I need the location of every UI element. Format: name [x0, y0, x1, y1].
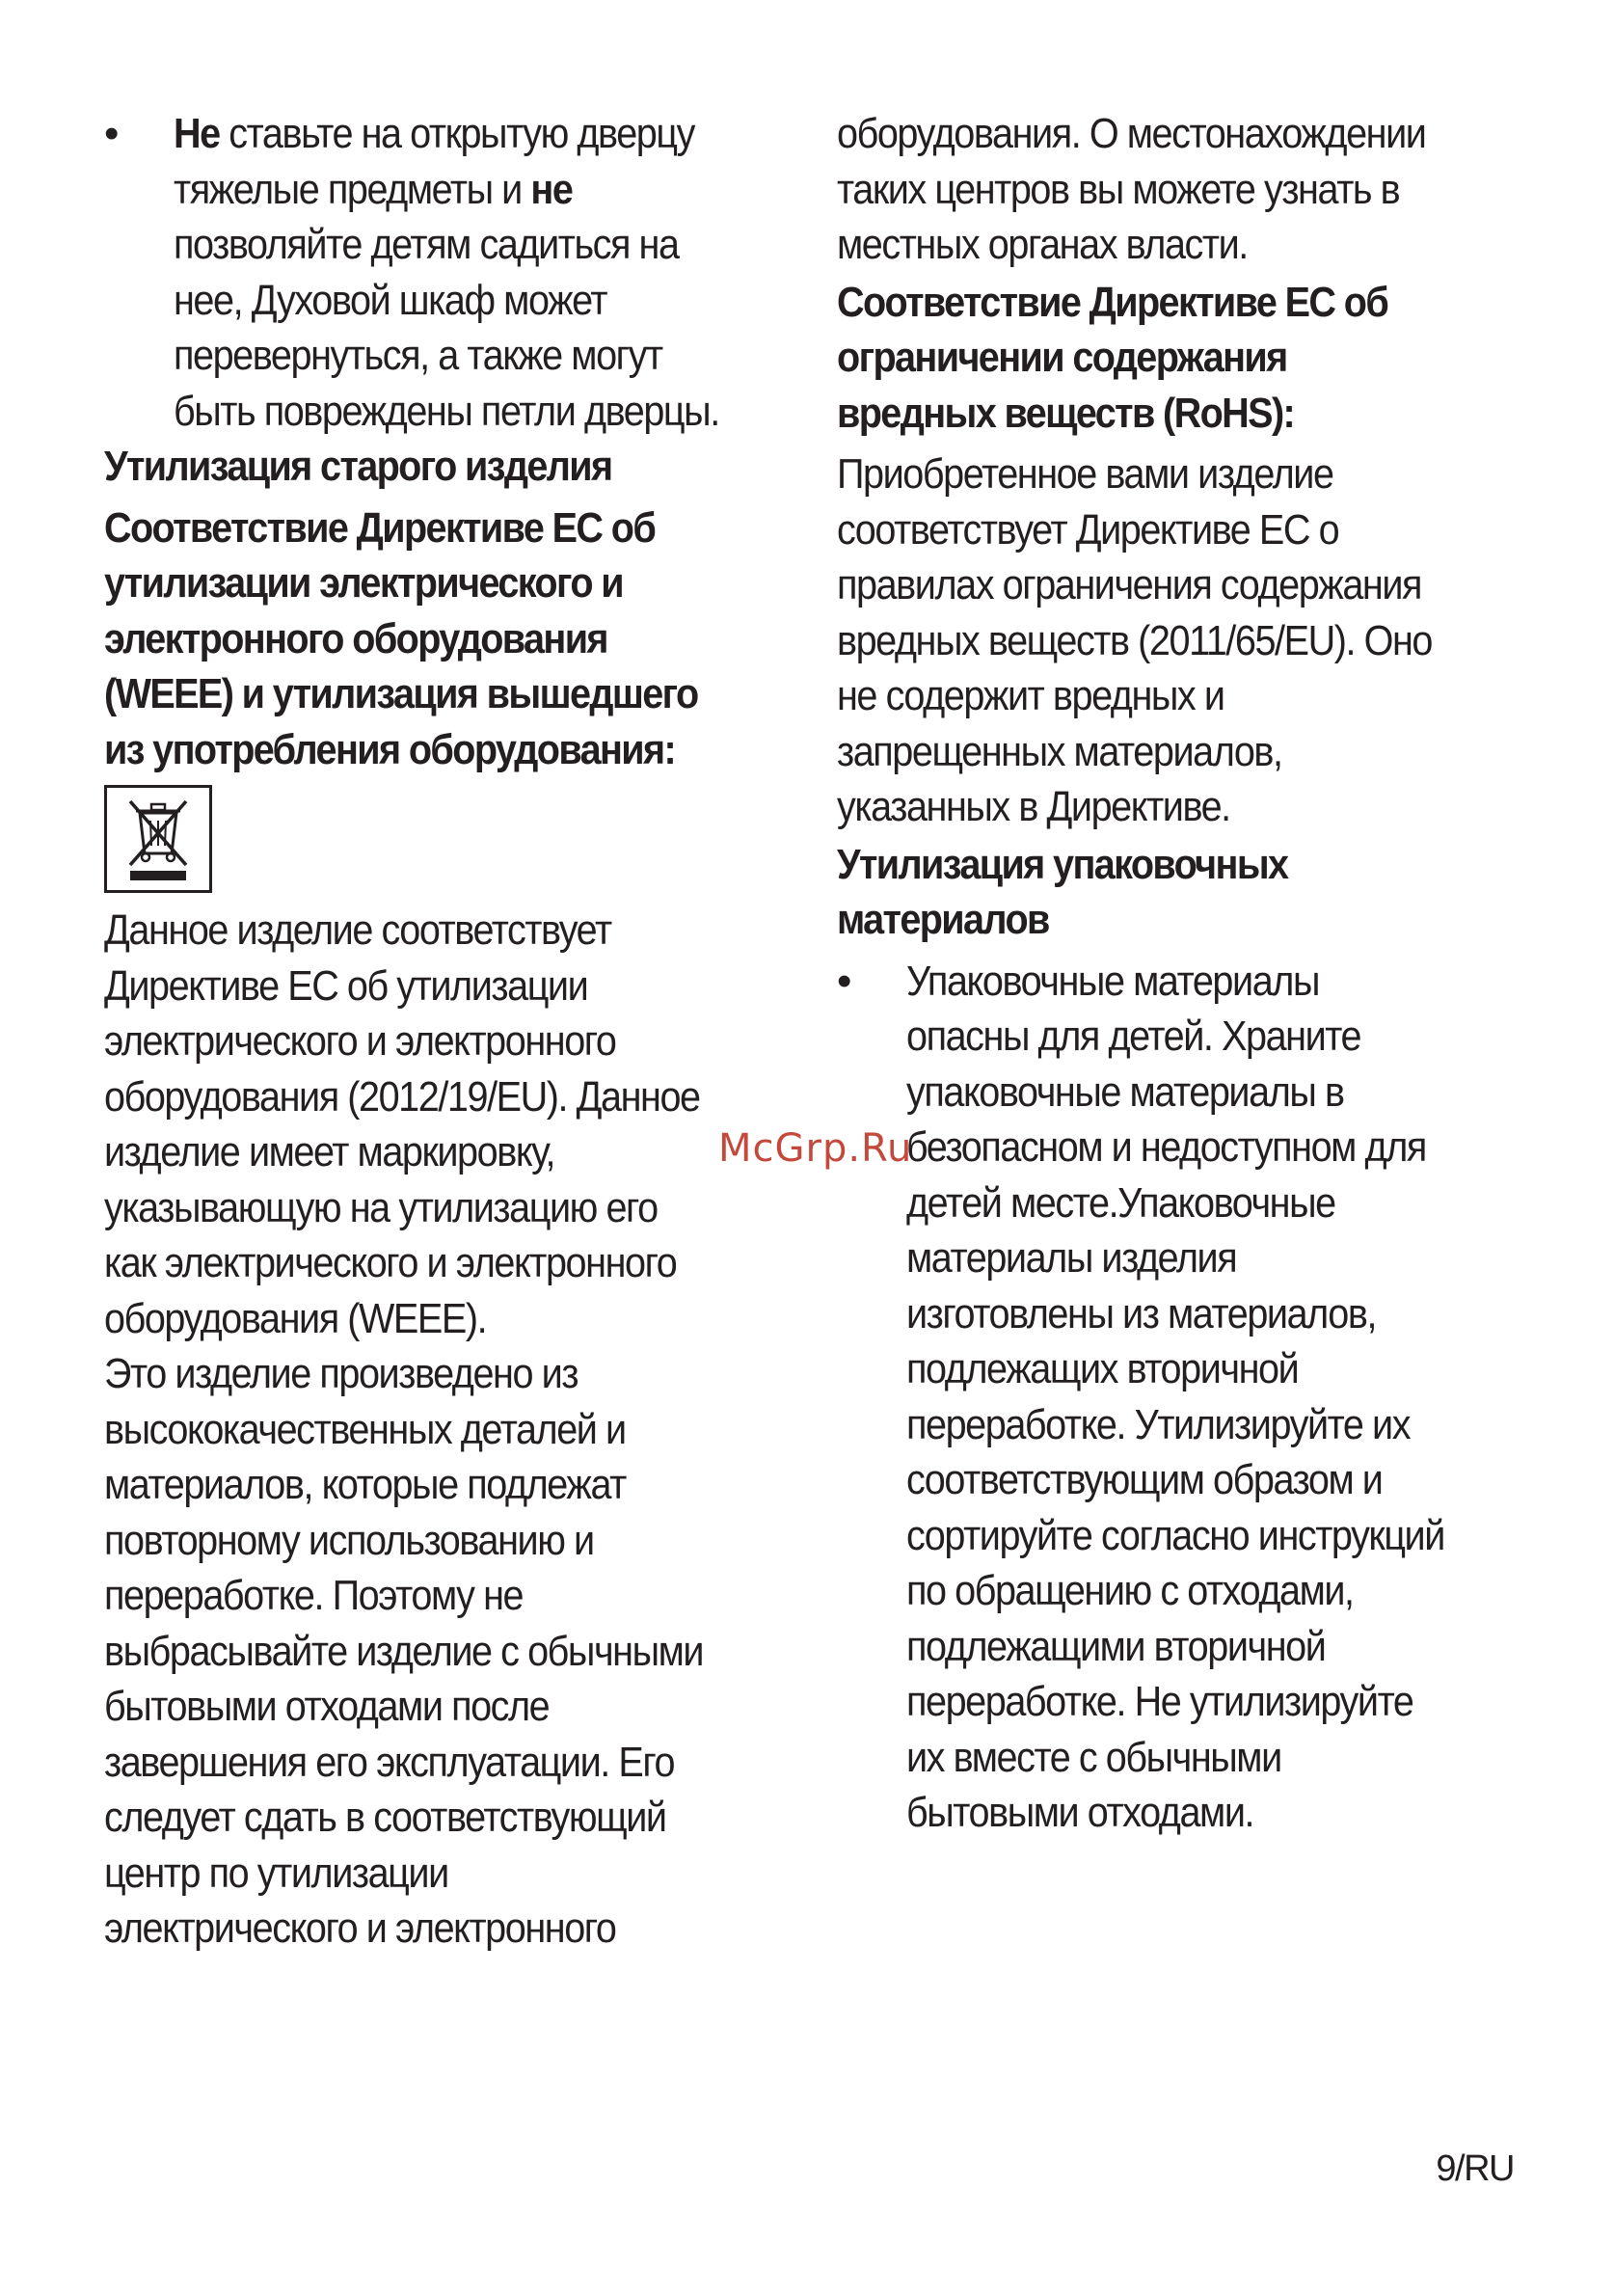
paragraph-weee-compliance	[104, 903, 798, 1346]
bullet-line: переработке. Не утилизируйте	[906, 1678, 1413, 1725]
paragraph-line: Директиве ЕС об утилизации	[104, 961, 588, 1010]
heading-line: Утилизация старого изделия	[104, 443, 612, 490]
paragraph-line: следует сдать в соответствующий	[104, 1794, 666, 1841]
paragraph-line: оборудования (2012/19/EU). Данное	[104, 1072, 700, 1121]
warning-line: быть повреждены петли дверцы.	[174, 387, 719, 435]
heading-line: Утилизация упаковочных	[837, 840, 1288, 888]
paragraph-line: указанных в Директиве.	[837, 783, 1230, 830]
right-column	[837, 106, 1531, 1841]
paragraph-line: повторному использованию и	[104, 1516, 594, 1564]
left-column	[104, 106, 798, 1957]
paragraph-line: переработке. Поэтому не	[104, 1572, 524, 1619]
page-number: 9/RU	[1436, 2148, 1514, 2189]
bullet-line: бытовыми отходами.	[906, 1789, 1254, 1836]
bullet-line: подлежащих вторичной	[906, 1345, 1299, 1392]
packaging-bullet	[837, 954, 1531, 1841]
heading-line: Соответствие Директиве ЕС об	[104, 503, 656, 552]
heading-line: вредных веществ (RoHS):	[837, 389, 1295, 437]
warning-line: перевернуться, а также могут	[174, 332, 662, 379]
heading-packaging	[837, 837, 1531, 948]
paragraph-line: центр по утилизации	[104, 1849, 448, 1897]
paragraph-line: изделие имеет маркировку,	[104, 1128, 555, 1175]
warning-bold-ne: Не	[174, 110, 220, 157]
paragraph-line: местных органах власти.	[837, 221, 1248, 268]
bullet-line: их вместе с обычными	[906, 1733, 1281, 1781]
warning-text: тяжелые предметы и	[174, 165, 531, 213]
heading-rohs	[837, 275, 1531, 442]
bullet-line: по обращению с отходами,	[906, 1567, 1354, 1614]
paragraph-line: завершения его эксплуатации. Его	[104, 1738, 675, 1786]
heading-line: электронного оборудования	[104, 614, 607, 662]
heading-weee	[104, 500, 798, 778]
bullet-line: подлежащими вторичной	[906, 1622, 1326, 1670]
bullet-marker: •	[104, 110, 120, 157]
paragraph-line: материалов, которые подлежат	[104, 1461, 626, 1508]
warning-line	[174, 162, 736, 218]
paragraph-line: как электрического и электронного	[104, 1239, 677, 1286]
bullet-line: изготовлены из материалов,	[906, 1289, 1377, 1337]
paragraph-continuation	[837, 106, 1531, 273]
bullet-marker: •	[837, 957, 852, 1005]
door-warning-bullet	[104, 106, 798, 439]
heading-line: материалов	[837, 896, 1049, 943]
heading-line: утилизации электрического и	[104, 559, 624, 607]
bullet-line: опасны для детей. Храните	[906, 1013, 1361, 1060]
paragraph-line: вредных веществ (2011/65/EU). Оно	[837, 616, 1432, 664]
bullet-line: материалы изделия	[906, 1234, 1237, 1282]
bullet-line: соответствующим образом и	[906, 1456, 1383, 1503]
bullet-line: безопасном и недоступном для	[906, 1123, 1426, 1171]
bullet-line: сортируйте согласно инструкций	[906, 1511, 1444, 1559]
heading-line: (WEEE) и утилизация вышедшего	[104, 670, 698, 717]
paragraph-line: оборудования. О местонахождении	[837, 110, 1426, 157]
bullet-line: детей месте.Упаковочные	[906, 1178, 1335, 1227]
paragraph-line: Данное изделие соответствует	[104, 906, 611, 954]
paragraph-rohs	[837, 446, 1531, 835]
bullet-line: Упаковочные материалы	[906, 957, 1319, 1005]
paragraph-line: электрического и электронного	[104, 1017, 616, 1065]
heading-disposal	[104, 439, 798, 495]
paragraph-line: таких центров вы можете узнать в	[837, 165, 1400, 213]
paragraph-line: выбрасывайте изделие с обычными	[104, 1627, 704, 1675]
paragraph-recycling	[104, 1346, 798, 1957]
paragraph-line: Приобретенное вами изделие	[837, 450, 1333, 498]
bullet-line: упаковочные материалы в	[906, 1067, 1344, 1116]
warning-line	[174, 106, 736, 162]
heading-line: ограничении содержания	[837, 334, 1287, 381]
warning-bold-ne: не	[530, 165, 573, 213]
paragraph-line: не содержит вредных и	[837, 672, 1224, 719]
warning-text: ставьте на открытую дверцу	[219, 110, 694, 157]
paragraph-line: соответствует Директиве ЕС о	[837, 505, 1339, 554]
bullet-line: переработке. Утилизируйте их	[906, 1400, 1411, 1448]
heading-line: Соответствие Директиве ЕС об	[837, 278, 1388, 326]
paragraph-line: оборудования (WEEE).	[104, 1294, 487, 1342]
paragraph-line: Это изделие произведено из	[104, 1350, 578, 1397]
warning-line: позволяйте детям садиться на	[174, 221, 679, 268]
warning-line: нее, Духовой шкаф может	[174, 276, 607, 324]
paragraph-line: указывающую на утилизацию его	[104, 1183, 658, 1231]
paragraph-line: электрического и электронного	[104, 1904, 616, 1952]
paragraph-line: высококачественных деталей и	[104, 1405, 626, 1453]
paragraph-line: бытовыми отходами после	[104, 1683, 550, 1730]
watermark-text: McGrp.Ru	[718, 1126, 913, 1171]
paragraph-line: запрещенных материалов,	[837, 727, 1282, 775]
paragraph-line: правилах ограничения содержания	[837, 561, 1422, 608]
heading-line: из употребления оборудования:	[104, 725, 676, 773]
crossed-out-wheelie-bin-icon	[104, 785, 212, 893]
